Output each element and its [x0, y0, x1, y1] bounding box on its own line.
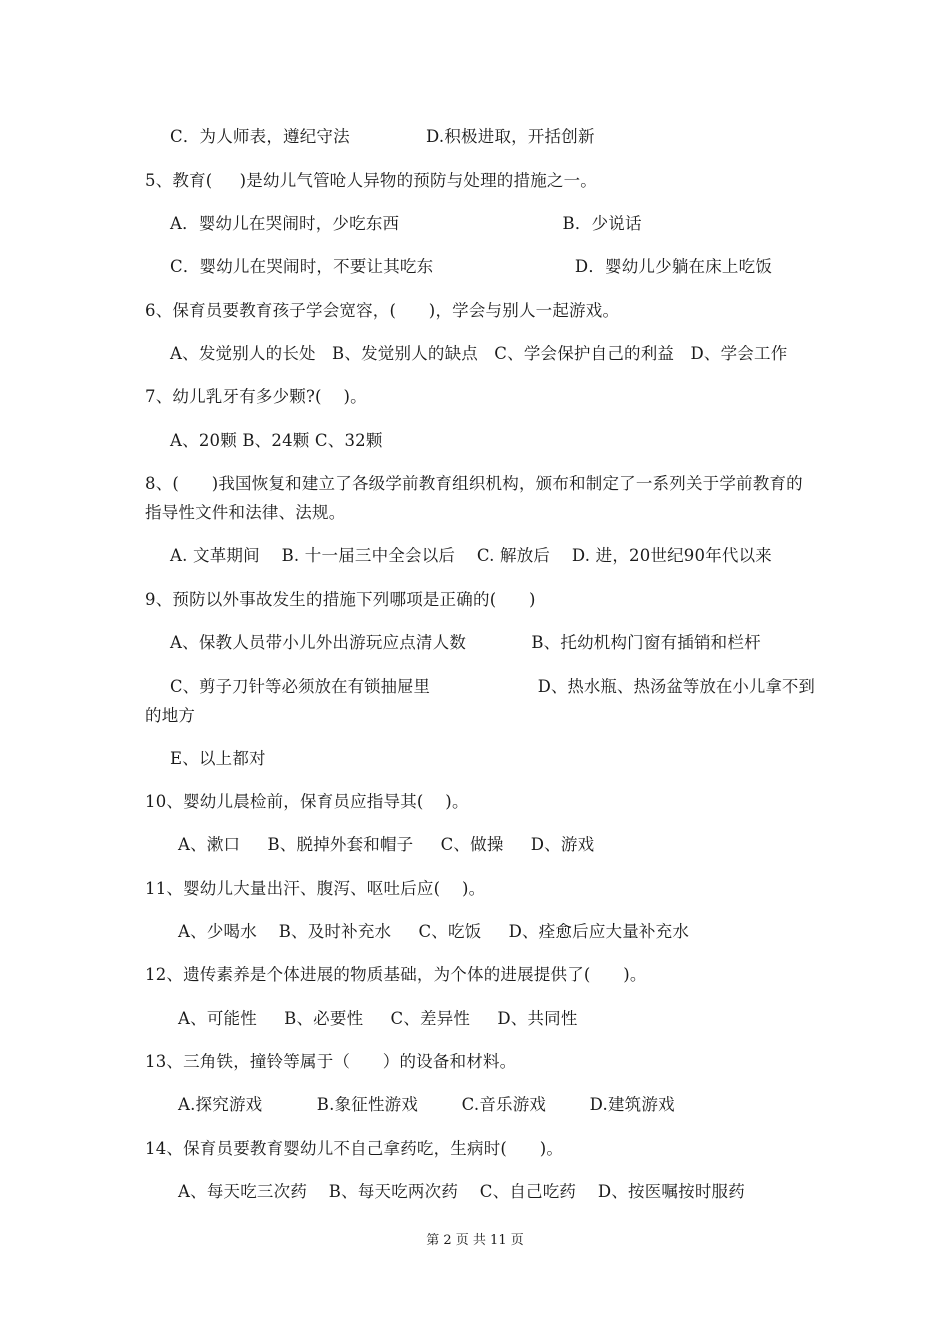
- question-11: 11、婴幼儿大量出汗、腹泻、呕吐后应( )。: [145, 879, 486, 898]
- question-5: 5、教育( )是幼儿气管呛人异物的预防与处理的措施之一。: [145, 171, 597, 190]
- question-9-option-e: E、以上都对: [170, 749, 266, 768]
- question-4-options-cd: C．为人师表，遵纪守法 D.积极进取，开括创新: [170, 127, 595, 146]
- question-5-options-ab: A．婴幼儿在哭闹时，少吃东西 B．少说话: [170, 214, 642, 233]
- question-12-options: A、可能性 B、必要性 C、差异性 D、共同性: [178, 1009, 578, 1028]
- question-13: 13、三角铁，撞铃等属于（ ）的设备和材料。: [145, 1052, 517, 1071]
- question-13-options: A.探究游戏 B.象征性游戏 C.音乐游戏 D.建筑游戏: [178, 1095, 675, 1114]
- question-6: 6、保育员要教育孩子学会宽容，( )，学会与别人一起游戏。: [145, 301, 620, 320]
- question-10: 10、婴幼儿晨检前，保育员应指导其( )。: [145, 792, 469, 811]
- question-9: 9、预防以外事故发生的措施下列哪项是正确的( ): [145, 590, 536, 609]
- question-9-options-ab: A、保教人员带小儿外出游玩应点清人数 B、托幼机构门窗有插销和栏杆: [170, 633, 761, 652]
- question-7-options: A、20颗 B、24颗 C、32颗: [170, 431, 383, 450]
- question-11-options: A、少喝水 B、及时补充水 C、吃饭 D、痊愈后应大量补充水: [178, 922, 690, 941]
- question-10-options: A、漱口 B、脱掉外套和帽子 C、做操 D、游戏: [178, 835, 595, 854]
- question-5-options-cd: C．婴幼儿在哭闹时，不要让其吃东 D．婴幼儿少躺在床上吃饭: [170, 257, 773, 276]
- question-9-options-cd: C、剪子刀针等必须放在有锁抽屉里 D、热水瓶、热汤盆等放在小儿拿不到: [170, 677, 816, 696]
- question-7: 7、幼儿乳牙有多少颗?( )。: [145, 387, 367, 406]
- question-14-options: A、每天吃三次药 B、每天吃两次药 C、自己吃药 D、按医嘱按时服药: [178, 1182, 745, 1201]
- question-8-options: A. 文革期间 B. 十一届三中全会以后 C. 解放后 D. 进，20世纪90年代以来: [170, 546, 773, 565]
- question-8: 8、( )我国恢复和建立了各级学前教育组织机构，颁布和制定了一系列关于学前教育的: [145, 474, 803, 493]
- page-footer: 第 2 页 共 11 页: [426, 1233, 524, 1248]
- question-6-options: A、发觉别人的长处 B、发觉别人的缺点 C、学会保护自己的利益 D、学会工作: [170, 344, 788, 363]
- question-9-options-cd-continued: 的地方: [145, 706, 196, 725]
- question-14: 14、保育员要教育婴幼儿不自己拿药吃，生病时( )。: [145, 1139, 564, 1158]
- question-12: 12、遗传素养是个体进展的物质基础，为个体的进展提供了( )。: [145, 965, 647, 984]
- question-8-continued: 指导性文件和法律、法规。: [145, 503, 346, 522]
